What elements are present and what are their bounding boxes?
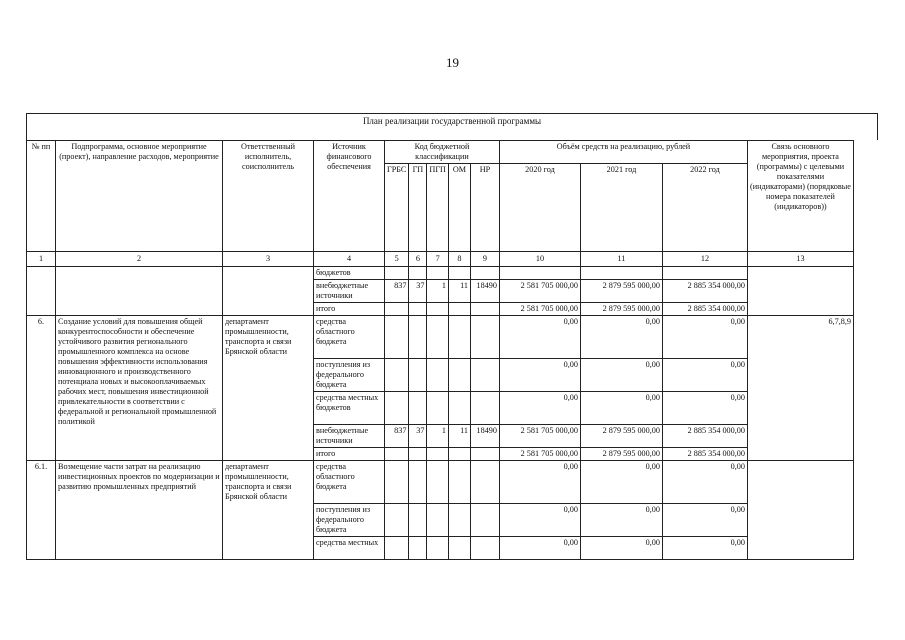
pgp-cell bbox=[427, 537, 449, 560]
block61-link bbox=[747, 461, 853, 560]
amount-2021-cell: 0,00 bbox=[580, 537, 662, 560]
grbs-cell bbox=[385, 359, 409, 392]
col-num-8: 8 bbox=[448, 252, 470, 267]
plan-table bbox=[26, 140, 854, 560]
table-row bbox=[27, 461, 854, 504]
nr-cell: 18490 bbox=[470, 280, 499, 303]
col-num-12: 12 bbox=[662, 252, 747, 267]
header-budget-code: Код бюджетной классификации bbox=[385, 141, 500, 164]
source-cell: бюджетов bbox=[314, 267, 385, 280]
amount-2022-cell: 0,00 bbox=[662, 537, 747, 560]
block6-name: Создание условий для повышения общей конкурентоспособности и обеспечение устойчивого развития регионального промышленного комплекса на основе повышения эффективности использования инновационного и производственного потенциала новых и высокооплачиваемых рабочих мест, повышения инвестиционной привлекательности в соответствии с федеральной и региональной промышленной политикой bbox=[56, 316, 223, 461]
amount-2020-cell: 2 581 705 000,00 bbox=[499, 448, 580, 461]
header-executor: Ответственный исполнитель, соисполнитель bbox=[223, 141, 314, 252]
nr-cell bbox=[470, 448, 499, 461]
pgp-cell bbox=[427, 267, 449, 280]
om-cell bbox=[448, 392, 470, 425]
gp-cell bbox=[409, 461, 427, 504]
header-2021: 2021 год bbox=[580, 164, 662, 252]
gp-cell bbox=[409, 303, 427, 316]
block6-link: 6,7,8,9 bbox=[747, 316, 853, 461]
gp-cell: 37 bbox=[409, 425, 427, 448]
table-row bbox=[27, 267, 854, 280]
pgp-cell: 1 bbox=[427, 280, 449, 303]
gp-cell bbox=[409, 316, 427, 359]
header-2022: 2022 год bbox=[662, 164, 747, 252]
om-cell bbox=[448, 448, 470, 461]
amount-2020-cell: 2 581 705 000,00 bbox=[499, 425, 580, 448]
source-cell: средства областного бюджета bbox=[314, 461, 385, 504]
om-cell bbox=[448, 316, 470, 359]
col-num-10: 10 bbox=[499, 252, 580, 267]
om-cell: 11 bbox=[448, 425, 470, 448]
amount-2020-cell: 2 581 705 000,00 bbox=[499, 303, 580, 316]
source-cell: внебюджетные источники bbox=[314, 280, 385, 303]
grbs-cell bbox=[385, 504, 409, 537]
nr-cell bbox=[470, 392, 499, 425]
om-cell bbox=[448, 359, 470, 392]
col-num-2: 2 bbox=[56, 252, 223, 267]
gp-cell bbox=[409, 448, 427, 461]
amount-2021-cell bbox=[580, 267, 662, 280]
om-cell bbox=[448, 537, 470, 560]
amount-2022-cell: 0,00 bbox=[662, 504, 747, 537]
nr-cell bbox=[470, 316, 499, 359]
header-pgp: ПГП bbox=[427, 164, 449, 252]
amount-2020-cell: 0,00 bbox=[499, 537, 580, 560]
source-cell: поступления из федерального бюджета bbox=[314, 359, 385, 392]
block61-executor: департамент промышленности, транспорта и связи Брянской области bbox=[223, 461, 314, 560]
om-cell: 11 bbox=[448, 280, 470, 303]
grbs-cell bbox=[385, 267, 409, 280]
pgp-cell bbox=[427, 316, 449, 359]
grbs-cell: 837 bbox=[385, 425, 409, 448]
om-cell bbox=[448, 303, 470, 316]
pgp-cell bbox=[427, 461, 449, 504]
grbs-cell bbox=[385, 448, 409, 461]
amount-2021-cell: 0,00 bbox=[580, 504, 662, 537]
om-cell bbox=[448, 461, 470, 504]
nr-cell bbox=[470, 303, 499, 316]
pgp-cell bbox=[427, 504, 449, 537]
amount-2021-cell: 2 879 595 000,00 bbox=[580, 303, 662, 316]
amount-2022-cell: 2 885 354 000,00 bbox=[662, 280, 747, 303]
om-cell bbox=[448, 504, 470, 537]
amount-2022-cell: 2 885 354 000,00 bbox=[662, 303, 747, 316]
source-cell: поступления из федерального бюджета bbox=[314, 504, 385, 537]
amount-2021-cell: 0,00 bbox=[580, 461, 662, 504]
amount-2022-cell: 0,00 bbox=[662, 461, 747, 504]
table-row bbox=[27, 316, 854, 359]
amount-2021-cell: 0,00 bbox=[580, 316, 662, 359]
block6-num: 6. bbox=[27, 316, 56, 461]
pgp-cell bbox=[427, 392, 449, 425]
block0-name bbox=[56, 267, 223, 316]
gp-cell: 37 bbox=[409, 280, 427, 303]
header-om: ОМ bbox=[448, 164, 470, 252]
source-cell: средства областного бюджета bbox=[314, 316, 385, 359]
header-num: № пп bbox=[27, 141, 56, 252]
amount-2021-cell: 2 879 595 000,00 bbox=[580, 448, 662, 461]
source-cell: средства местных бюджетов bbox=[314, 392, 385, 425]
col-num-7: 7 bbox=[427, 252, 449, 267]
amount-2021-cell: 2 879 595 000,00 bbox=[580, 425, 662, 448]
nr-cell bbox=[470, 461, 499, 504]
column-number-row bbox=[27, 252, 854, 267]
nr-cell bbox=[470, 504, 499, 537]
amount-2022-cell bbox=[662, 267, 747, 280]
amount-2022-cell: 2 885 354 000,00 bbox=[662, 448, 747, 461]
pgp-cell: 1 bbox=[427, 425, 449, 448]
amount-2020-cell bbox=[499, 267, 580, 280]
block6-executor: департамент промышленности, транспорта и связи Брянской области bbox=[223, 316, 314, 461]
plan-title: План реализации государственной программы bbox=[26, 113, 878, 140]
gp-cell bbox=[409, 392, 427, 425]
header-grbs: ГРБС bbox=[385, 164, 409, 252]
block0-executor bbox=[223, 267, 314, 316]
gp-cell bbox=[409, 267, 427, 280]
header-source: Источник финансового обеспечения bbox=[314, 141, 385, 252]
col-num-13: 13 bbox=[747, 252, 853, 267]
grbs-cell bbox=[385, 461, 409, 504]
amount-2022-cell: 0,00 bbox=[662, 392, 747, 425]
header-volume: Объём средств на реализацию, рублей bbox=[499, 141, 747, 164]
col-num-3: 3 bbox=[223, 252, 314, 267]
om-cell bbox=[448, 267, 470, 280]
col-num-6: 6 bbox=[409, 252, 427, 267]
gp-cell bbox=[409, 359, 427, 392]
page-number: 19 bbox=[446, 55, 459, 70]
amount-2020-cell: 2 581 705 000,00 bbox=[499, 280, 580, 303]
block0-num bbox=[27, 267, 56, 316]
nr-cell bbox=[470, 267, 499, 280]
grbs-cell bbox=[385, 392, 409, 425]
amount-2020-cell: 0,00 bbox=[499, 316, 580, 359]
header-row bbox=[27, 141, 854, 164]
source-cell: средства местных bbox=[314, 537, 385, 560]
header-nr: НР bbox=[470, 164, 499, 252]
pgp-cell bbox=[427, 448, 449, 461]
col-num-9: 9 bbox=[470, 252, 499, 267]
header-2020: 2020 год bbox=[499, 164, 580, 252]
col-num-11: 11 bbox=[580, 252, 662, 267]
amount-2020-cell: 0,00 bbox=[499, 359, 580, 392]
block0-link bbox=[747, 267, 853, 316]
source-cell: итого bbox=[314, 448, 385, 461]
grbs-cell: 837 bbox=[385, 280, 409, 303]
col-num-5: 5 bbox=[385, 252, 409, 267]
col-num-4: 4 bbox=[314, 252, 385, 267]
gp-cell bbox=[409, 504, 427, 537]
amount-2020-cell: 0,00 bbox=[499, 461, 580, 504]
grbs-cell bbox=[385, 316, 409, 359]
amount-2022-cell: 0,00 bbox=[662, 316, 747, 359]
amount-2022-cell: 0,00 bbox=[662, 359, 747, 392]
amount-2020-cell: 0,00 bbox=[499, 392, 580, 425]
source-cell: внебюджетные источники bbox=[314, 425, 385, 448]
amount-2020-cell: 0,00 bbox=[499, 504, 580, 537]
nr-cell bbox=[470, 537, 499, 560]
amount-2022-cell: 2 885 354 000,00 bbox=[662, 425, 747, 448]
block61-name: Возмещение части затрат на реализацию инвестиционных проектов по модернизации и развитию промышленных предприятий bbox=[56, 461, 223, 560]
amount-2021-cell: 0,00 bbox=[580, 359, 662, 392]
header-gp: ГП bbox=[409, 164, 427, 252]
block61-num: 6.1. bbox=[27, 461, 56, 560]
amount-2021-cell: 0,00 bbox=[580, 392, 662, 425]
header-link: Связь основного мероприятия, проекта (программы) с целевыми показателями (индикаторами) (порядковые номера показателей (индикаторов)) bbox=[747, 141, 853, 252]
source-cell: итого bbox=[314, 303, 385, 316]
amount-2021-cell: 2 879 595 000,00 bbox=[580, 280, 662, 303]
grbs-cell bbox=[385, 303, 409, 316]
pgp-cell bbox=[427, 303, 449, 316]
col-num-1: 1 bbox=[27, 252, 56, 267]
nr-cell bbox=[470, 359, 499, 392]
gp-cell bbox=[409, 537, 427, 560]
pgp-cell bbox=[427, 359, 449, 392]
grbs-cell bbox=[385, 537, 409, 560]
nr-cell: 18490 bbox=[470, 425, 499, 448]
header-subprogram: Подпрограмма, основное мероприятие (проект), направление расходов, мероприятие bbox=[56, 141, 223, 252]
